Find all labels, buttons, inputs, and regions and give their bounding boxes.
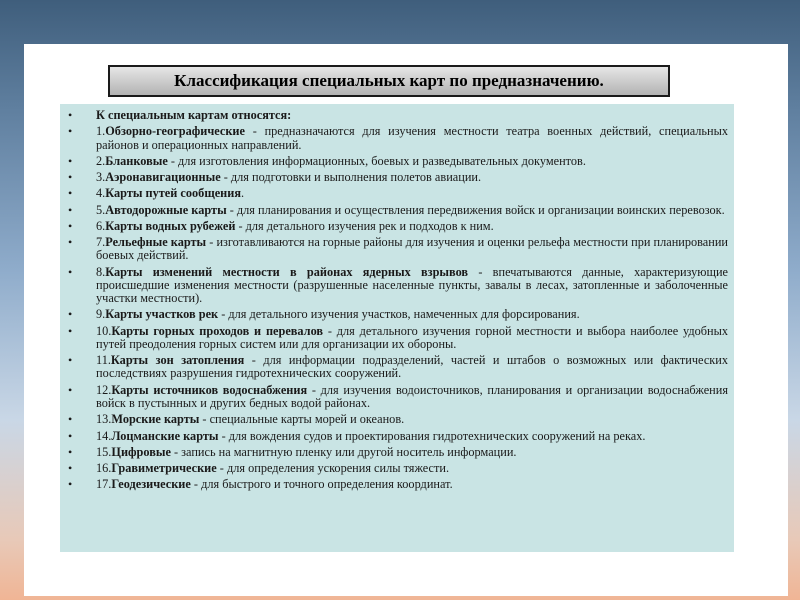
item-description: - запись на магнитную пленку или другой носитель информации. [170, 444, 517, 459]
list-item [66, 204, 728, 217]
list-item [66, 155, 728, 168]
item-number: 17. [96, 477, 112, 492]
list-item [66, 236, 728, 262]
item-number: 7. [96, 235, 106, 250]
bullet-icon: • [68, 477, 73, 492]
bullet-icon: • [68, 235, 73, 250]
item-term: Карты зон затопления [110, 353, 245, 368]
item-term: Карты источников водоснабжения [111, 382, 308, 397]
list-item [66, 430, 728, 443]
item-term: Карты участков рек [105, 307, 219, 322]
item-term: Лоцманские карты [111, 428, 219, 443]
item-description: - специальные карты морей и океанов. [199, 412, 405, 427]
item-term: Карты горных проходов и перевалов [111, 323, 324, 338]
item-term: Гравиметрические [111, 461, 217, 476]
item-number: 4. [96, 186, 106, 201]
item-description: - для определения ускорения силы тяжести. [216, 461, 450, 476]
list-item [66, 446, 728, 459]
bullet-icon: • [68, 412, 73, 427]
bullet-icon: • [68, 153, 73, 168]
item-number: 11. [96, 353, 111, 368]
bullet-icon: • [68, 382, 73, 397]
item-description: - предназначаются для изучения местности театра военных действий, специальных районов и операционных направлений. [96, 124, 728, 152]
bullet-icon: • [68, 264, 73, 279]
item-term: Цифровые [111, 444, 171, 459]
bullet-icon: • [68, 428, 73, 443]
item-number: 5. [96, 202, 106, 217]
item-term: Геодезические [111, 477, 191, 492]
list-item [66, 354, 728, 380]
slide-title: Классификация специальных карт по предназначению. [174, 71, 604, 90]
bullet-icon: • [68, 108, 73, 122]
item-number: 9. [96, 307, 106, 322]
item-number: 3. [96, 170, 106, 185]
item-term: Автодорожные карты [105, 202, 227, 217]
list-item [66, 478, 728, 491]
item-number: 15. [96, 444, 112, 459]
item-description: - для детального изучения рек и подходов к ним. [235, 218, 494, 233]
bullet-icon: • [68, 124, 73, 139]
item-term: К специальным картам относятся: [96, 108, 292, 122]
list-item [66, 187, 728, 200]
item-description: - для быстрого и точного определения координат. [190, 477, 453, 492]
content-panel [60, 104, 734, 552]
item-description: - для детального изучения участков, намеченных для форсирования. [218, 307, 580, 322]
item-term: Рельефные карты [105, 235, 207, 250]
item-description: - для информации подразделений, частей и штабов о возможных или фактических последствиях разрушения гидротехнических сооружений. [96, 353, 728, 381]
item-number: 14. [96, 428, 112, 443]
item-number: 1. [96, 124, 106, 139]
item-term: Карты изменений местности в районах ядерных взрывов [105, 264, 469, 279]
list-item [66, 125, 728, 151]
item-description: - для вождения судов и проектирования гидротехнических сооружений на реках. [218, 428, 646, 443]
bullet-icon: • [68, 444, 73, 459]
item-description: - для изучения водоисточников, планирования и организации водоснабжения войск в пустынных и других бедных водой районах. [96, 382, 728, 410]
item-term: Бланковые [105, 153, 168, 168]
title-box [108, 65, 670, 97]
item-number: 10. [96, 323, 112, 338]
item-number: 8. [96, 264, 106, 279]
item-description: - для детального изучения горной местности и выбора наиболее удобных путей преодоления горных систем или для организации их обороны. [96, 323, 728, 351]
bullet-icon: • [68, 353, 73, 368]
item-term: Карты водных рубежей [105, 218, 236, 233]
list-item [66, 325, 728, 351]
item-description: - для подготовки и выполнения полетов авиации. [220, 170, 482, 185]
bullet-icon: • [68, 202, 73, 217]
list-item [66, 109, 728, 122]
slide [24, 44, 788, 596]
list-item [66, 266, 728, 306]
list-item [66, 413, 728, 426]
item-term: Карты путей сообщения [105, 186, 241, 201]
item-number: 13. [96, 412, 112, 427]
item-description: - для планирования и осуществления передвижения войск и организации воинских перевозок. [226, 202, 725, 217]
list-item [66, 171, 728, 184]
card-list [66, 109, 728, 492]
bullet-icon: • [68, 323, 73, 338]
bullet-icon: • [68, 186, 73, 201]
item-number: 6. [96, 218, 106, 233]
bullet-icon: • [68, 307, 73, 322]
bullet-icon: • [68, 218, 73, 233]
list-item [66, 384, 728, 410]
item-term: Морские карты [111, 412, 200, 427]
item-number: 2. [96, 153, 106, 168]
item-term: Обзорно-географические [105, 124, 245, 139]
item-number: 16. [96, 461, 112, 476]
item-description: . [241, 186, 245, 201]
item-description: - впечатываются данные, характеризующие происшедшие изменения местности (разрушенные населенные пункты, завалы в лесах, затопленные и заболоченные участки местности). [96, 264, 728, 306]
item-term: Аэронавигационные [105, 170, 221, 185]
list-item [66, 220, 728, 233]
item-number: 12. [96, 382, 112, 397]
list-item [66, 308, 728, 321]
list-item [66, 462, 728, 475]
bullet-icon: • [68, 461, 73, 476]
item-description: - для изготовления информационных, боевых и разведывательных документов. [167, 153, 586, 168]
item-description: - изготавливаются на горные районы для изучения и оценки рельефа местности при планировании боевых действий. [96, 235, 728, 263]
bullet-icon: • [68, 170, 73, 185]
